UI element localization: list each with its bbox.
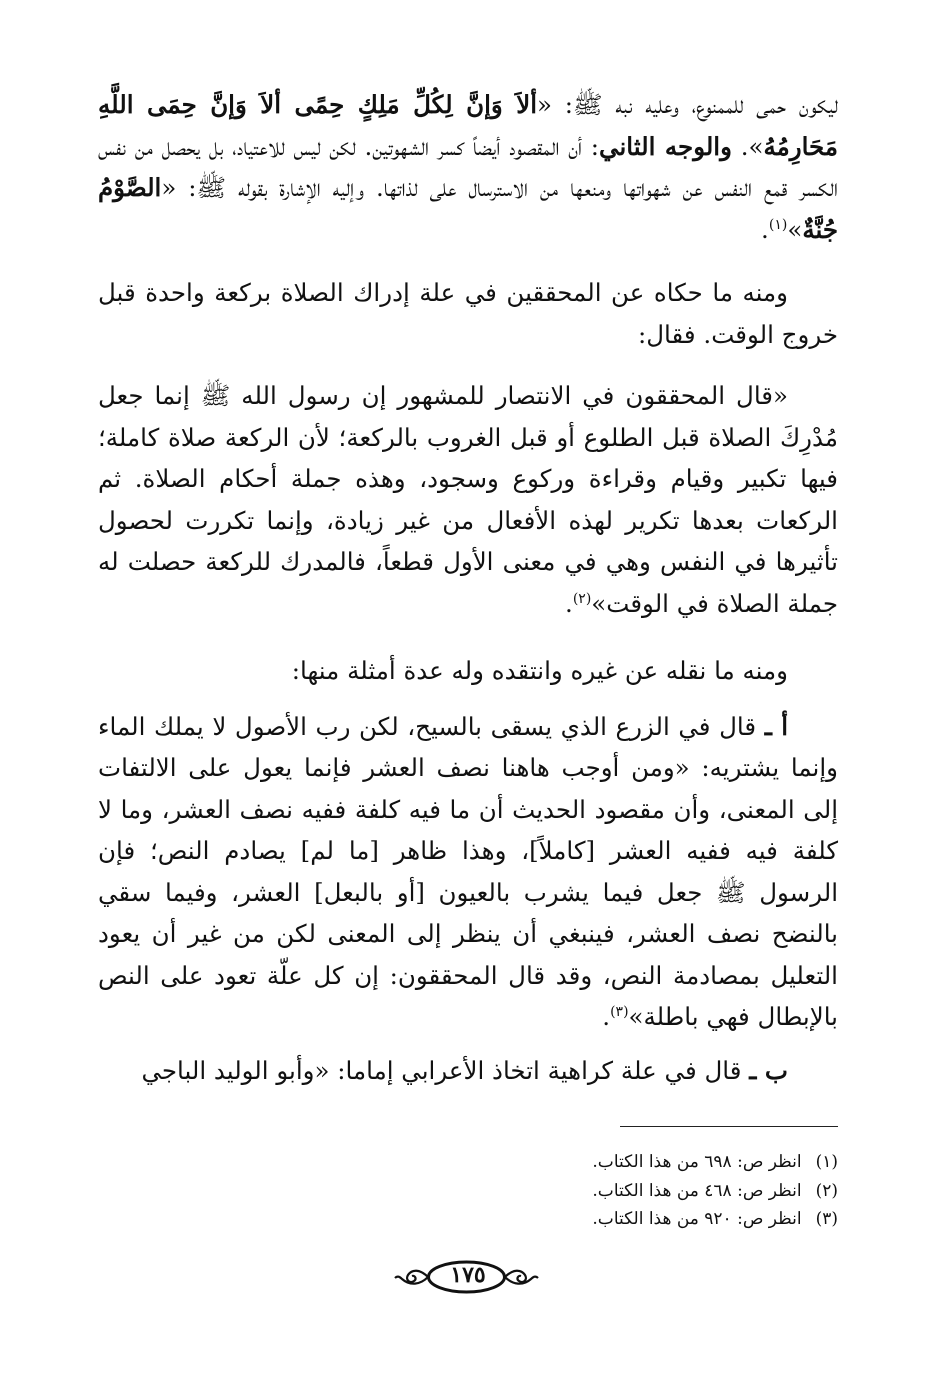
footnote-1 [300, 1148, 838, 1177]
hadith-quote: ألاَ وَإنَّ لِكُلِّ مَلِكٍ حِمًى ألاَ وَإنَّ حِمَى اللَّهِ مَحَارِمُهُ [98, 90, 838, 161]
footnote-number: (٢) [815, 1180, 838, 1201]
text-run: . [761, 214, 769, 244]
paragraph-6 [98, 1050, 838, 1092]
text-run: . [565, 588, 573, 618]
footnote-divider [620, 1126, 838, 1127]
footnote-ref: (١) [768, 216, 788, 233]
paragraph-1 [98, 84, 838, 250]
item-label: ب ـ [749, 1055, 788, 1085]
text-run: ». [731, 131, 764, 161]
text-run: : أن المقصود أيضاً كسر الشهوتين. لكن ليس للاعتياد، بل يحصل من نفس الكسر قمع النفس عن شهواتها ومنعها من الاسترسال على لذاتها. وإليه الإشارة بقوله ﷺ: « [98, 131, 838, 202]
text-run: » [787, 214, 803, 244]
footnote-text: انظر ص: ٩٢٠ من هذا الكتاب. [592, 1209, 802, 1229]
quote-text: «قال المحققون في الانتصار للمشهور إن رسول الله ﷺ إنما جعل مُدْرِكَ الصلاة قبل الطلوع أو قبل الغروب بالركعة؛ لأن الركعة صلاة كاملة؛ فيها تكبير وقيام وقراءة وركوع وسجود، وهذه جملة أحكام الصلاة. ثم الركعات بعدها تكرير لهذه الأفعال من غير زيادة، وإنما تكررت لحصول تأثيرها في النفس وهي في معنى الأول قطعاً، فالمدرك للركعة حصلت له جملة الصلاة في الوقت» [98, 381, 838, 618]
bold-heading: والوجه الثاني [599, 131, 732, 161]
text-run: قال في علة كراهية اتخاذ الأعرابي إماما: «وأبو الوليد الباجي [141, 1055, 750, 1085]
footnote-number: (٣) [815, 1209, 838, 1229]
page-number: ١٧٥ [450, 1262, 486, 1288]
text-run: قال في الزرع الذي يسقى بالسيح، لكن رب الأصول لا يملك الماء وإنما يشتريه: «ومن أوجب هاهنا نصف العشر فإنما يعول على الالتفات إلى المعنى، وأن مقصود الحديث أن ما فيه كلفة ففيه نصف العشر، وما لا كلفة فيه ففيه العشر [كاملاً]، وهذا ظاهر [ما لم] يصادم النص؛ فإن الرسول ﷺ جعل فيما يشرب بالعيون [أو بالبعل] العشر، وفيما سقي بالنضح نصف العشر، فينبغي أن ينظر إلى المعنى لكن من غير أن يعود التعليل بمصادمة النص، وقد قال المحققون: إن كل علّة تعود على النص بالإبطال فهي باطلة» [98, 711, 838, 1031]
main-text [98, 84, 838, 1091]
item-label: أ ـ [764, 711, 789, 741]
paragraph-2: ومنه ما حكاه عن المحققين في علة إدراك الصلاة بركعة واحدة قبل خروج الوقت. فقال: [98, 278, 838, 349]
text-run: . [602, 1002, 611, 1031]
paragraph-5 [98, 706, 838, 1038]
footnote-number: (١) [815, 1152, 838, 1172]
footnote-ref: (٣) [610, 1003, 629, 1020]
footnote-text: انظر ص: ٦٩٨ من هذا الكتاب. [592, 1152, 802, 1172]
text-run: ليكون حمى للممنوع، وعليه نبه ﷺ: « [537, 90, 839, 119]
paragraph-3 [98, 375, 838, 624]
footnote-ref: (٢) [572, 590, 592, 607]
footnote-2 [300, 1177, 838, 1206]
footnote-3 [300, 1205, 838, 1234]
footnotes [300, 1148, 838, 1234]
hadith-quote: الصَّوْمُ جُنَّةٌ [98, 173, 838, 244]
paragraph-4: ومنه ما نقله عن غيره وانتقده وله عدة أمثلة منها: [291, 656, 788, 685]
footnote-text: انظر ص: ٤٦٨ من هذا الكتاب. [592, 1180, 802, 1201]
